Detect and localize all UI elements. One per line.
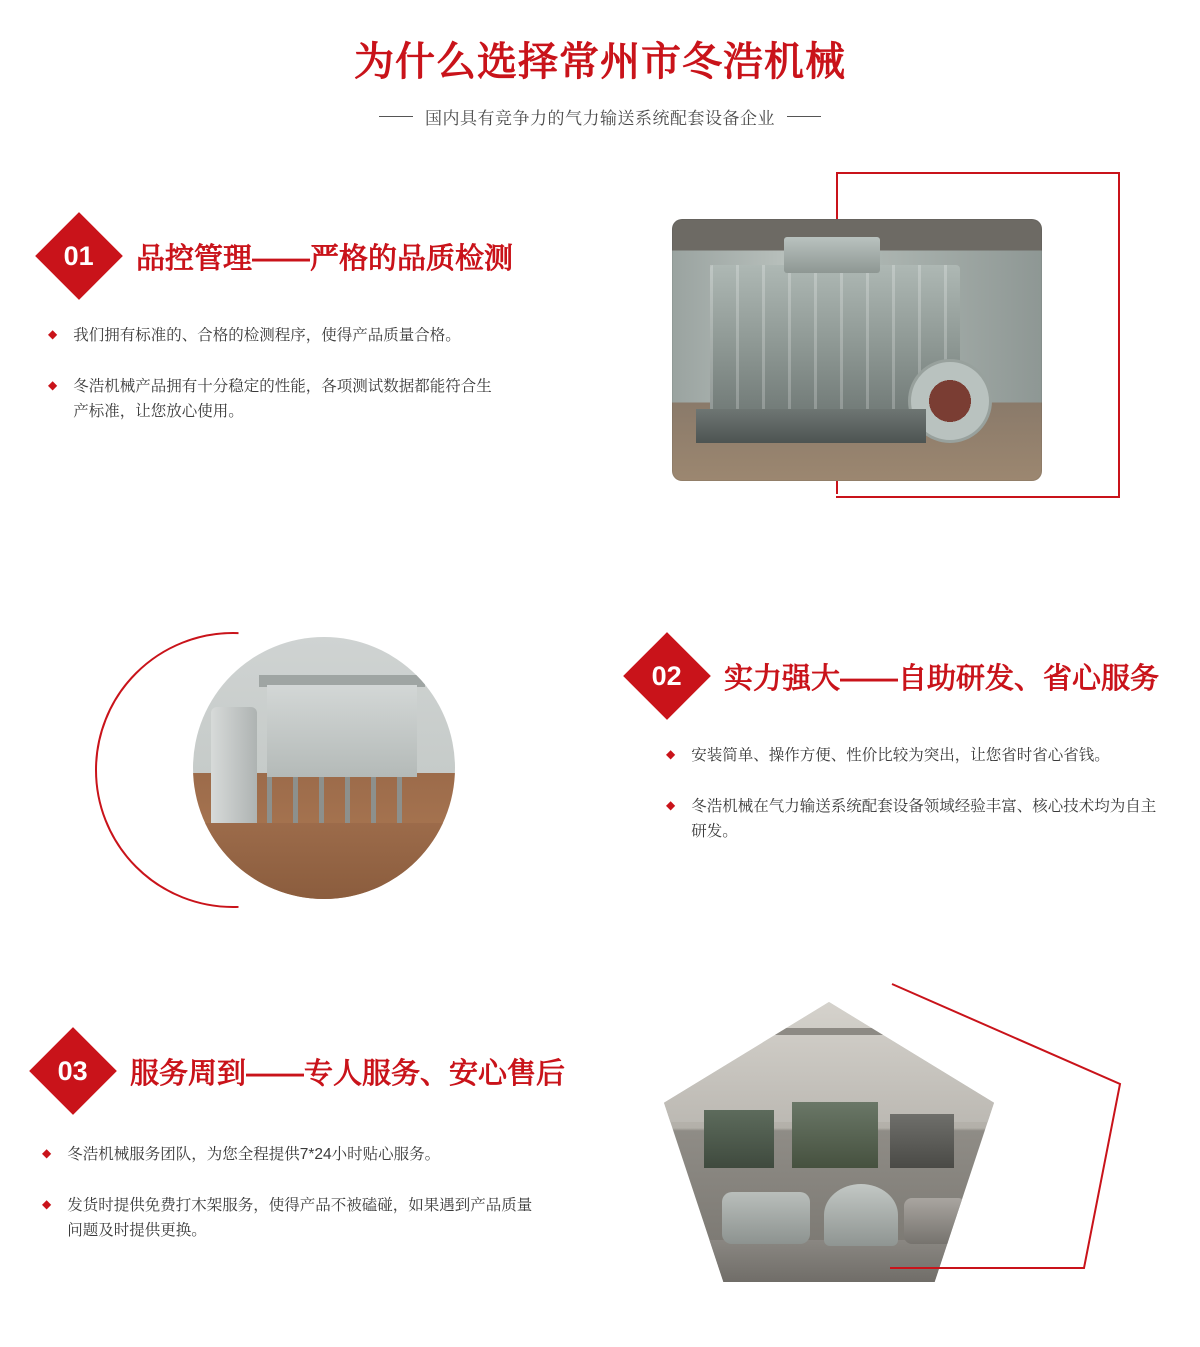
- list-item: [48, 323, 628, 348]
- section-title: 服务周到——专人服务、安心售后: [130, 1057, 566, 1090]
- page-header: [0, 0, 1200, 129]
- workshop-machine: [792, 1102, 878, 1168]
- blower-inlet: [784, 237, 880, 273]
- section-number: 02: [651, 660, 683, 691]
- workshop-part: [722, 1192, 810, 1244]
- diamond-bullet-icon: ◆: [48, 378, 58, 392]
- workshop-part: [824, 1184, 898, 1246]
- diamond-bullet-icon: ◆: [48, 327, 58, 341]
- section-heading-row: [48, 225, 628, 287]
- section-service: [0, 1040, 1200, 1269]
- page-subtitle: 国内具有竞争力的气力输送系统配套设备企业: [425, 109, 775, 128]
- bullet-text: 冬浩机械在气力输送系统配套设备领域经验丰富、核心技术均为自主研发。: [691, 798, 1157, 840]
- diamond-bullet-icon: ◆: [42, 1197, 52, 1211]
- plant-body: [267, 685, 417, 777]
- section-bullet-list: [48, 323, 628, 424]
- workshop-beam: [664, 1028, 994, 1035]
- section-number-badge: [623, 632, 711, 720]
- section-bullet-list: [636, 743, 1196, 844]
- photo-frame-edge-bottom: [836, 481, 838, 494]
- dust-collector-plant-photo: [193, 637, 455, 899]
- section-number-badge: [29, 1027, 117, 1115]
- list-item: [666, 794, 1196, 844]
- bullet-text: 发货时提供免费打木架服务，使得产品不被磕碰，如果遇到产品质量问题及时提供更换。: [67, 1197, 533, 1239]
- photo-frame-edge-top: [836, 172, 838, 220]
- blower-base: [696, 409, 926, 443]
- page-title: 为什么选择常州市冬浩机械: [354, 40, 846, 84]
- diamond-bullet-icon: ◆: [666, 747, 676, 761]
- subtitle-dash-right: [787, 116, 821, 117]
- diamond-bullet-icon: ◆: [42, 1146, 52, 1160]
- list-item: [42, 1193, 622, 1243]
- plant-silo: [211, 707, 257, 827]
- section-number: 01: [63, 240, 95, 271]
- diamond-bullet-icon: ◆: [666, 798, 676, 812]
- bullet-text: 冬浩机械服务团队，为您全程提供7*24小时贴心服务。: [67, 1146, 441, 1163]
- section-heading-row: [636, 645, 1196, 707]
- section-bullet-list: [42, 1142, 622, 1243]
- list-item: [666, 743, 1196, 768]
- list-item: [42, 1142, 622, 1167]
- page-subtitle-row: [0, 104, 1200, 129]
- bullet-text: 我们拥有标准的、合格的检测程序，使得产品质量合格。: [73, 327, 461, 344]
- section-title: 品控管理——严格的品质检测: [136, 242, 514, 275]
- bullet-text: 冬浩机械产品拥有十分稳定的性能，各项测试数据都能符合生产标准，让您放心使用。: [73, 378, 492, 420]
- list-item: [48, 374, 628, 424]
- section-number: 03: [57, 1055, 89, 1086]
- section-title: 实力强大——自助研发、省心服务: [724, 662, 1160, 695]
- section-number-badge: [35, 212, 123, 300]
- subtitle-dash-left: [379, 116, 413, 117]
- workshop-machine: [890, 1114, 954, 1168]
- plant-ground: [193, 823, 455, 899]
- workshop-machine: [704, 1110, 774, 1168]
- roots-blower-photo: [672, 219, 1042, 481]
- bullet-text: 安装简单、操作方便、性价比较为突出，让您省时省心省钱。: [691, 747, 1110, 764]
- section-heading-row: [42, 1040, 622, 1102]
